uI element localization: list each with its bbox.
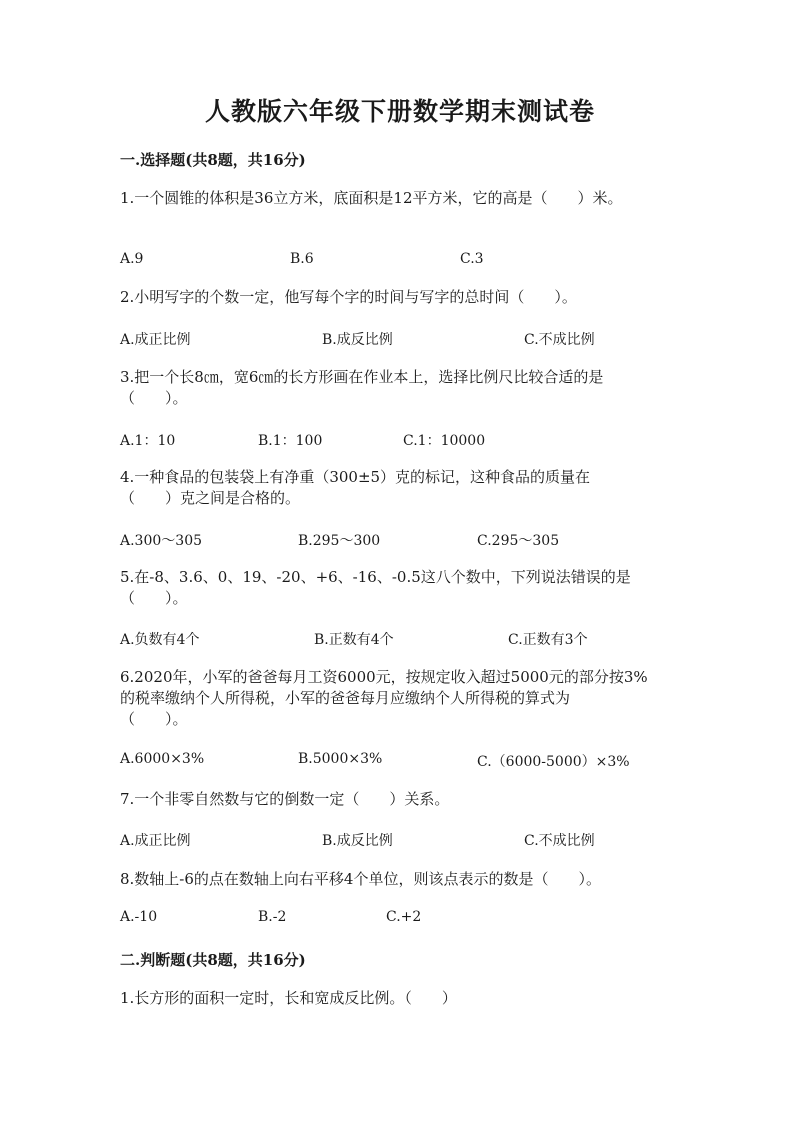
question-text: 3.把一个长8㎝，宽6㎝的长方形画在作业本上，选择比例尺比较合适的是 xyxy=(120,368,604,386)
option-b: B.1：100 xyxy=(258,433,323,449)
question-text: 2.小明写字的个数一定，他写每个字的时间与写字的总时间（ ）。 xyxy=(120,288,577,306)
question-2 xyxy=(120,287,690,308)
option-a: A.-10 xyxy=(120,909,158,925)
option-b: B.6 xyxy=(290,251,314,267)
question-text: （ ）。 xyxy=(120,710,188,728)
option-a: A.成正比例 xyxy=(120,332,191,348)
option-b: B.295～300 xyxy=(298,533,381,549)
option-a: A.负数有4个 xyxy=(120,632,200,648)
option-c: C.（6000-5000）×3% xyxy=(477,754,630,770)
question-text: 5.在-8、3.6、0、19、-20、+6、-16、-0.5这八个数中，下列说法错误的是 xyxy=(120,568,631,586)
option-a: A.300～305 xyxy=(120,533,203,549)
option-b: B.正数有4个 xyxy=(314,632,394,648)
question-text: （ ）克之间是合格的。 xyxy=(120,489,301,507)
question-7 xyxy=(120,789,690,810)
option-b: B.成反比例 xyxy=(322,332,393,348)
question-text: （ ）。 xyxy=(120,589,188,607)
question-5 xyxy=(120,567,690,609)
option-c: C.正数有3个 xyxy=(508,632,588,648)
option-c: C.不成比例 xyxy=(524,332,595,348)
question-text: 的税率缴纳个人所得税，小军的爸爸每月应缴纳个人所得税的算式为 xyxy=(120,689,571,707)
page-title: 人教版六年级下册数学期末测试卷 xyxy=(204,97,595,126)
question-text: 6.2020年，小军的爸爸每月工资6000元，按规定收入超过5000元的部分按3% xyxy=(120,668,648,686)
option-b: B.成反比例 xyxy=(322,833,393,849)
question-text: 7.一个非零自然数与它的倒数一定（ ）关系。 xyxy=(120,790,450,808)
question-8 xyxy=(120,869,690,890)
option-c: C.3 xyxy=(460,251,484,267)
judge-question-1 xyxy=(120,988,690,1009)
option-a: A.成正比例 xyxy=(120,833,191,849)
option-b: B.5000×3% xyxy=(298,751,383,767)
question-text: （ ）。 xyxy=(120,389,188,407)
option-a: A.1：10 xyxy=(120,433,176,449)
question-text: 1.长方形的面积一定时，长和宽成反比例。（ ） xyxy=(120,989,457,1007)
question-text: 4.一种食品的包装袋上有净重（300±5）克的标记，这种食品的质量在 xyxy=(120,468,591,486)
option-b: B.-2 xyxy=(258,909,287,925)
question-6 xyxy=(120,667,690,730)
option-c: C.+2 xyxy=(386,909,422,925)
question-text: 8.数轴上-6的点在数轴上向右平移4个单位，则该点表示的数是（ ）。 xyxy=(120,870,601,888)
option-c: C.1：10000 xyxy=(403,433,486,449)
option-a: A.9 xyxy=(120,251,144,267)
question-4 xyxy=(120,467,690,509)
section-heading-choice: 一.选择题(共8题，共16分) xyxy=(120,151,306,169)
question-1 xyxy=(120,188,690,209)
option-a: A.6000×3% xyxy=(120,751,205,767)
option-c: C.不成比例 xyxy=(524,833,595,849)
question-text: 1.一个圆锥的体积是36立方米，底面积是12平方米，它的高是（ ）米。 xyxy=(120,189,623,207)
question-3 xyxy=(120,367,690,409)
section-heading-judge: 二.判断题(共8题，共16分) xyxy=(120,951,306,969)
option-c: C.295～305 xyxy=(477,533,560,549)
